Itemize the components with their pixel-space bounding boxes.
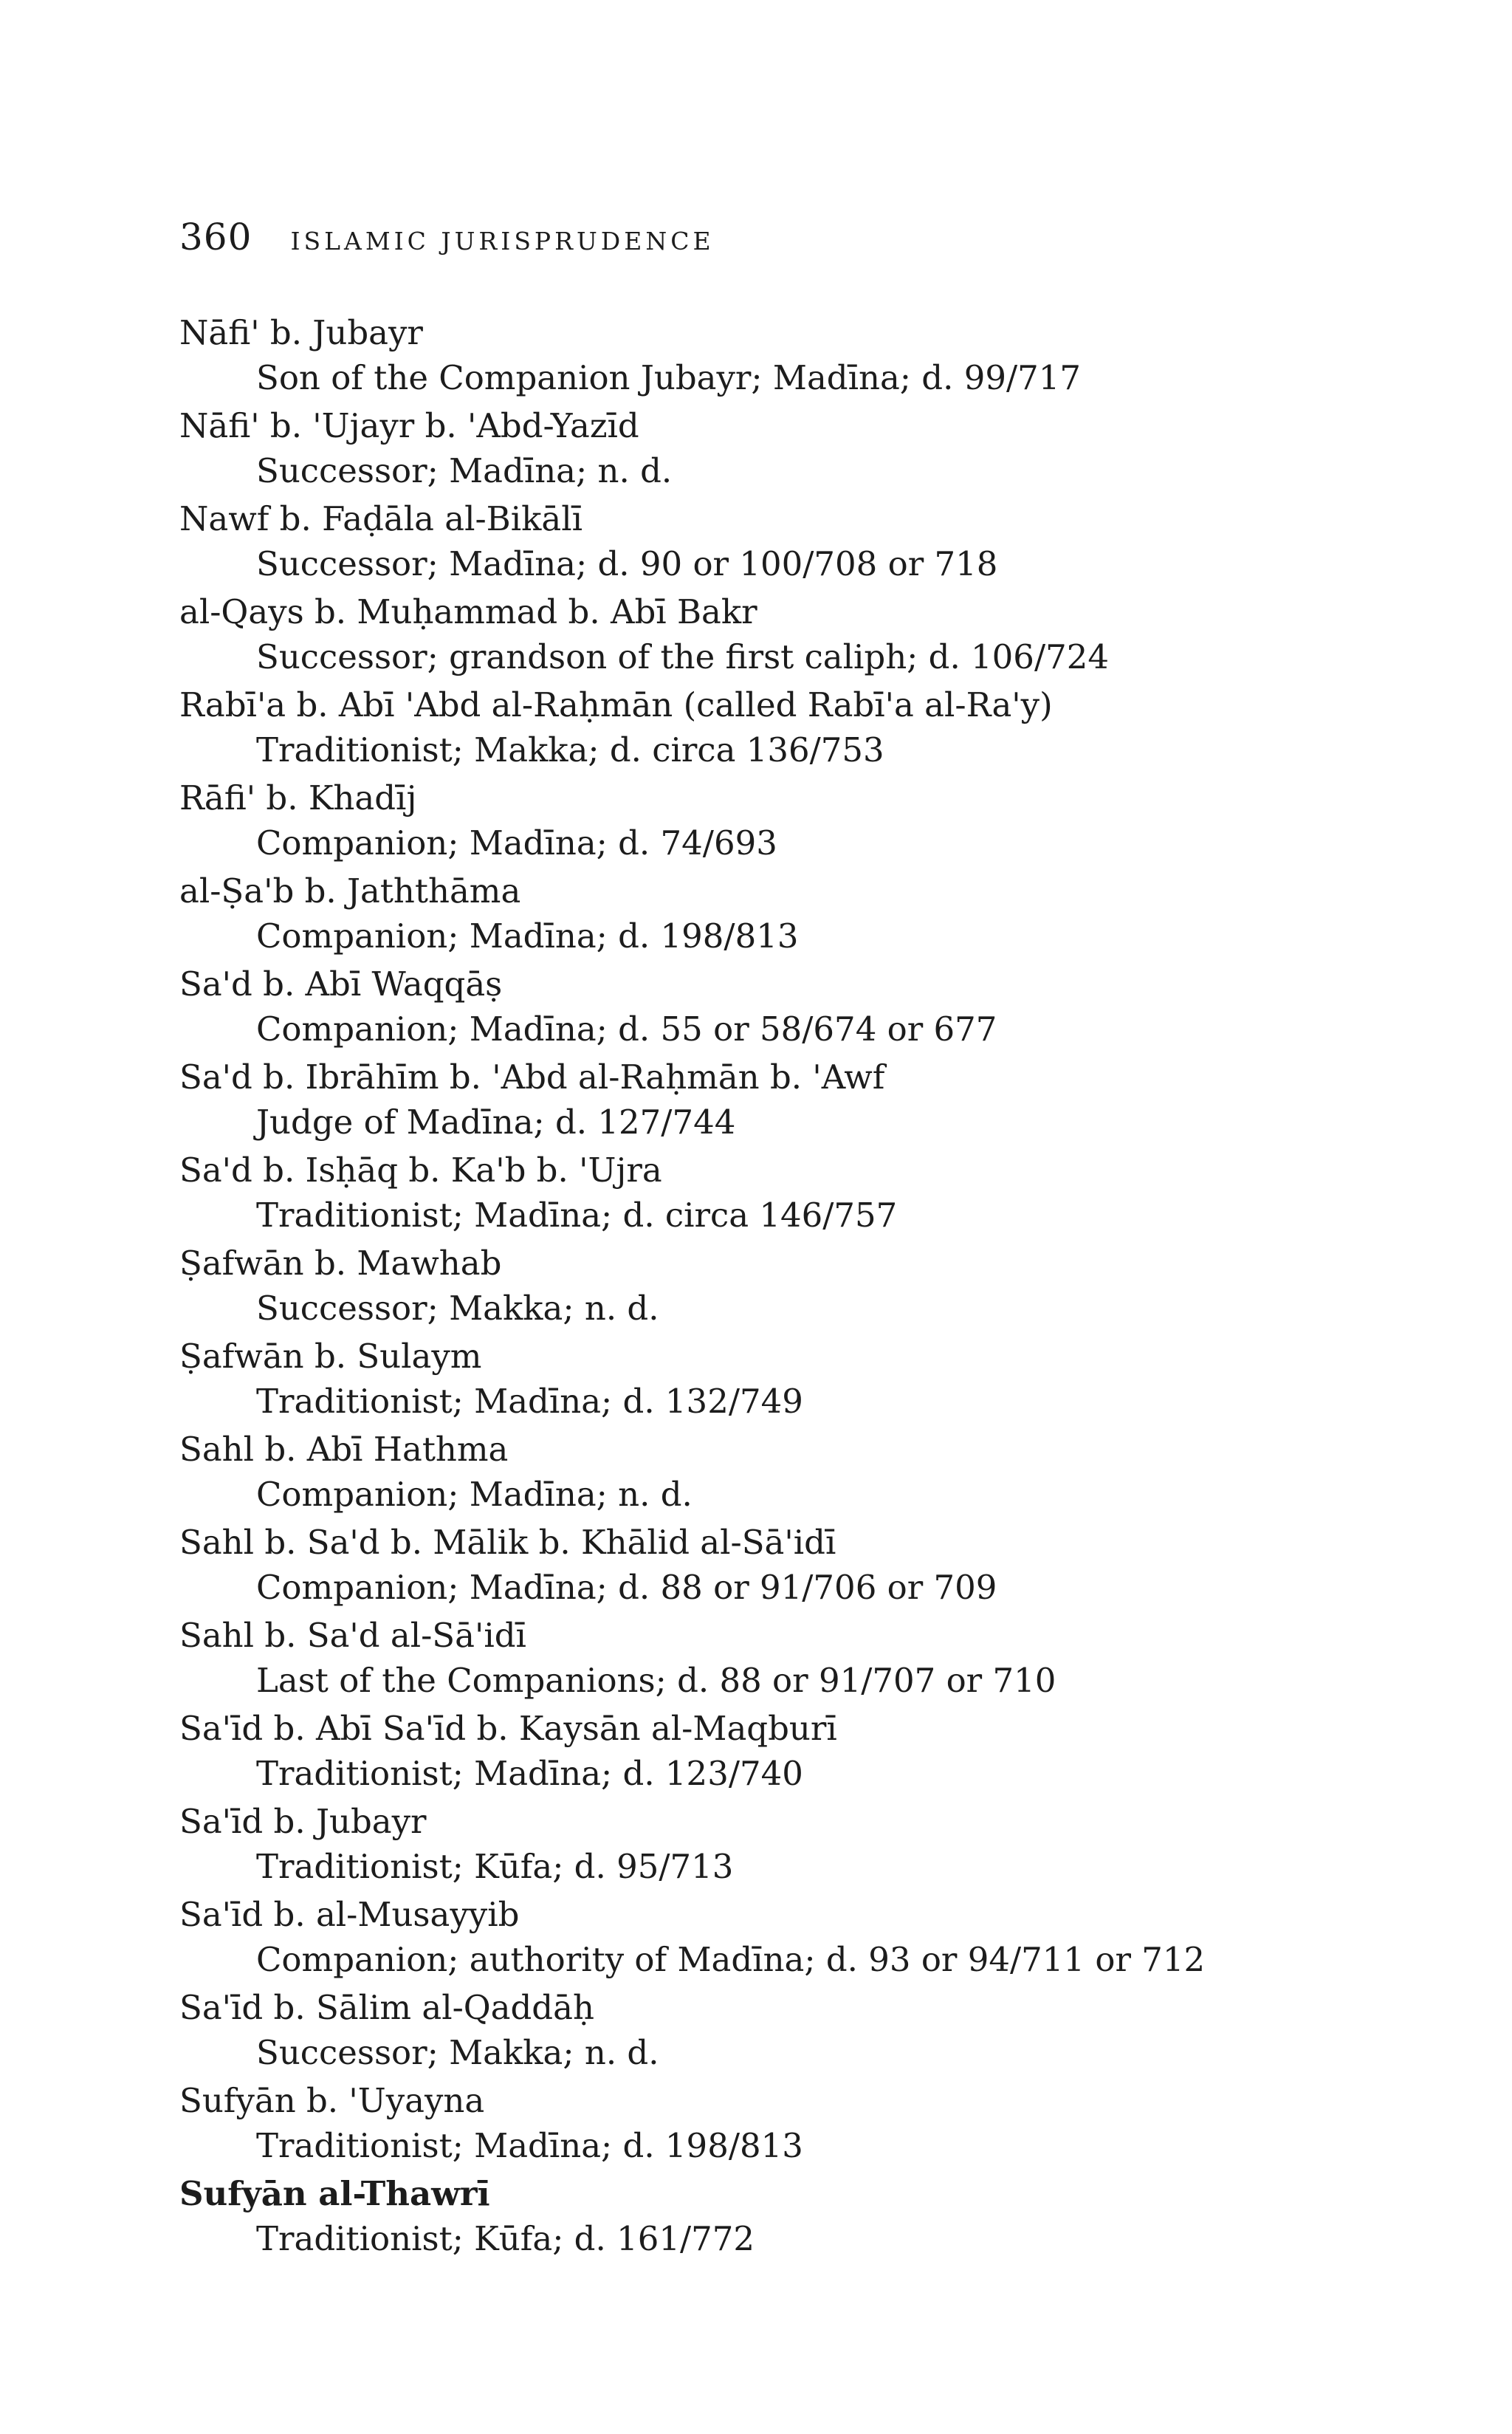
- entry: [179, 1427, 1331, 1520]
- entry-name: Sahl b. Abī Hathma: [179, 1430, 509, 1469]
- entry-description: Traditionist; Kūfa; d. 161/772: [256, 2219, 755, 2258]
- entry-description: Companion; Madīna; d. 74/693: [256, 823, 777, 863]
- entry-description: Son of the Companion Jubayr; Madīna; d. 99/717: [256, 358, 1082, 397]
- entry: [179, 1613, 1331, 1706]
- entry-name: Sa'īd b. Sālim al-Qaddāḥ: [179, 1988, 594, 2027]
- entry: [179, 1985, 1331, 2078]
- entry-description: Successor; Makka; n. d.: [256, 2033, 659, 2072]
- entry: [179, 868, 1331, 961]
- entry-name: Sa'd b. Ibrāhīm b. 'Abd al-Raḥmān b. 'Awf: [179, 1057, 885, 1097]
- entry-description: Companion; Madīna; n. d.: [256, 1475, 693, 1514]
- entry-description: Successor; Madīna; n. d.: [256, 451, 673, 490]
- entry: [179, 310, 1331, 403]
- running-head: [179, 216, 918, 267]
- entry: [179, 496, 1331, 589]
- entry: [179, 961, 1331, 1055]
- entry: [179, 1241, 1331, 1334]
- running-title: ISLAMIC JURISPRUDENCE: [290, 227, 715, 256]
- entry-description: Traditionist; Madīna; d. 198/813: [256, 2126, 803, 2165]
- entry-name: Sa'd b. Abī Waqqāṣ: [179, 964, 503, 1004]
- entry-name: Rabī'a b. Abī 'Abd al-Raḥmān (called Rabī'a al-Ra'y): [179, 685, 1053, 724]
- entry-name: Sa'īd b. al-Musayyib: [179, 1895, 520, 1934]
- entry: [179, 1334, 1331, 1427]
- entry-description: Last of the Companions; d. 88 or 91/707 or 710: [256, 1661, 1056, 1700]
- entry: [179, 1148, 1331, 1241]
- entry-description: Traditionist; Madīna; d. 123/740: [256, 1754, 803, 1793]
- entry: [179, 1706, 1331, 1799]
- page-number: 360: [179, 216, 252, 258]
- entry-name: Nāfi' b. 'Ujayr b. 'Abd-Yazīd: [179, 406, 639, 445]
- entry-description: Traditionist; Kūfa; d. 95/713: [256, 1847, 734, 1886]
- entry: [179, 403, 1331, 496]
- entry: [179, 1520, 1331, 1613]
- entry-name: Rāfi' b. Khadīj: [179, 778, 417, 817]
- entry-name: Sa'īd b. Abī Sa'īd b. Kaysān al-Maqburī: [179, 1709, 837, 1748]
- entry-name: Nāfi' b. Jubayr: [179, 313, 423, 352]
- entry-name: Sufyān al-Thawrī: [179, 2174, 490, 2213]
- entry: [179, 2078, 1331, 2171]
- entry-name: al-Ṣa'b b. Jaththāma: [179, 871, 521, 911]
- entry: [179, 1055, 1331, 1148]
- entry: [179, 589, 1331, 682]
- entry-description: Companion; Madīna; d. 55 or 58/674 or 677: [256, 1009, 997, 1049]
- entry-description: Successor; grandson of the first caliph; d. 106/724: [256, 637, 1109, 676]
- entry-description: Successor; Makka; n. d.: [256, 1289, 659, 1328]
- entry-name: al-Qays b. Muḥammad b. Abī Bakr: [179, 592, 757, 631]
- entry-description: Companion; authority of Madīna; d. 93 or 94/711 or 712: [256, 1940, 1206, 1979]
- entry-name: Sahl b. Sa'd b. Mālik b. Khālid al-Sā'idī: [179, 1523, 836, 1562]
- entry-description: Companion; Madīna; d. 88 or 91/706 or 709: [256, 1568, 997, 1607]
- entry-name: Nawf b. Faḍāla al-Bikālī: [179, 499, 583, 538]
- entry-name: Sa'īd b. Jubayr: [179, 1802, 427, 1841]
- entry-description: Traditionist; Madīna; d. 132/749: [256, 1382, 803, 1421]
- entry-description: Traditionist; Makka; d. circa 136/753: [256, 730, 884, 769]
- entry-name: Sa'd b. Isḥāq b. Ka'b b. 'Ujra: [179, 1151, 662, 1190]
- entry: [179, 775, 1331, 868]
- entry-name: Ṣafwān b. Mawhab: [179, 1244, 502, 1283]
- biographical-entries: [179, 310, 1331, 2264]
- entry-name: Ṣafwān b. Sulaym: [179, 1337, 482, 1376]
- entry-description: Traditionist; Madīna; d. circa 146/757: [256, 1196, 898, 1235]
- entry-name: Sahl b. Sa'd al-Sā'idī: [179, 1616, 526, 1655]
- entry: [179, 1799, 1331, 1892]
- entry: [179, 1892, 1331, 1985]
- entry-description: Companion; Madīna; d. 198/813: [256, 916, 799, 956]
- entry-description: Successor; Madīna; d. 90 or 100/708 or 718: [256, 544, 998, 583]
- entry-description: Judge of Madīna; d. 127/744: [256, 1103, 736, 1142]
- entry: [179, 682, 1331, 775]
- entry: [179, 2171, 1331, 2264]
- entry-name: Sufyān b. 'Uyayna: [179, 2081, 485, 2120]
